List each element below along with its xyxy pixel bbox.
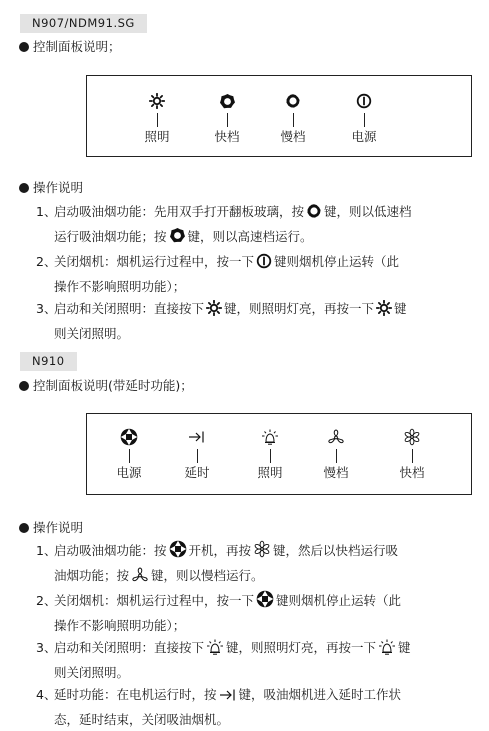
operation-step: [36, 298, 476, 345]
control-label: 慢档: [323, 465, 349, 480]
power-filled-icon: [169, 540, 187, 565]
step-number: 1、: [36, 204, 57, 219]
step-text: 操作不影响照明功能）；: [54, 618, 186, 633]
pointer-line: [197, 449, 198, 463]
step-text: 延时功能：在电机运行时，按: [54, 687, 217, 702]
step-text: 油烟功能；按: [54, 568, 130, 583]
lamp-icon: [378, 639, 396, 662]
step-number: 2、: [36, 593, 57, 608]
step-text-line: [54, 323, 476, 345]
step-text: 键，然后以快档运行吸: [273, 543, 399, 558]
fan6-icon: [382, 428, 442, 446]
operation-step: [36, 684, 476, 731]
step-text-line: [54, 251, 476, 276]
fast-fan-icon: [169, 227, 186, 251]
pointer-line: [227, 113, 228, 127]
step-text: 键，吸油烟机进入延时工作状: [238, 687, 402, 702]
panel-title-2: 控制面板说明(带延时功能)；: [19, 377, 193, 395]
step-number: 4、: [36, 687, 57, 702]
pointer-line: [336, 449, 337, 463]
delay-icon: [219, 687, 237, 709]
control-label: 慢档: [280, 129, 306, 144]
step-text: 开机，再按: [188, 543, 252, 558]
step-text: 运行吸油烟功能；按: [54, 229, 167, 244]
step-text: 键，则照明灯亮，再按一下: [224, 301, 375, 316]
step-text-line: [54, 540, 476, 565]
pointer-line: [412, 449, 413, 463]
step-text: 关闭烟机：烟机运行过程中，按一下: [54, 593, 255, 608]
operation-step: [36, 251, 476, 298]
operation-step: [36, 201, 476, 251]
step-text: 键: [398, 640, 411, 655]
pointer-line: [293, 113, 294, 127]
fast-fan-icon: [197, 92, 257, 110]
panel-title-1: 控制面板说明；: [19, 38, 121, 56]
step-text-line: [54, 226, 476, 251]
control-label: 照明: [144, 129, 170, 144]
step-text-line: [54, 201, 476, 226]
control-label: 电源: [351, 129, 377, 144]
control-light[interactable]: [240, 428, 300, 480]
step-text: 启动和关闭照明：直接按下: [54, 640, 205, 655]
step-text: 键则烟机停止运转（此: [274, 254, 400, 269]
control-light[interactable]: [127, 92, 187, 144]
power-filled-icon: [99, 428, 159, 446]
step-text: 则关闭照明。: [54, 326, 130, 341]
control-fast[interactable]: [382, 428, 442, 480]
ops-list-2: [36, 540, 476, 731]
step-text: 则关闭照明。: [54, 665, 130, 680]
control-label: 延时: [184, 465, 210, 480]
bullet-icon: [19, 523, 29, 533]
step-number: 3、: [36, 301, 57, 316]
operation-step: [36, 637, 476, 684]
control-label: 电源: [116, 465, 142, 480]
pointer-line: [270, 449, 271, 463]
control-slow[interactable]: [263, 92, 323, 144]
sun-icon: [127, 92, 187, 110]
control-delay[interactable]: [167, 428, 227, 480]
model-tag-1: N907/NDM91.SG: [20, 14, 147, 33]
fan3-icon: [306, 428, 366, 446]
step-text: 键，则以低速档: [324, 204, 412, 219]
lamp-icon: [240, 428, 300, 446]
fan3-icon: [131, 567, 149, 590]
step-text-line: [54, 662, 476, 684]
control-slow[interactable]: [306, 428, 366, 480]
step-number: 2、: [36, 254, 57, 269]
step-text: 键，则照明灯亮，再按一下: [226, 640, 377, 655]
step-text-line: [54, 615, 476, 637]
step-text: 关闭烟机：烟机运行过程中，按一下: [54, 254, 255, 269]
step-text-line: [54, 565, 476, 590]
step-text-line: [54, 684, 476, 709]
operation-step: [36, 540, 476, 590]
sun-icon: [206, 300, 222, 323]
pointer-line: [364, 113, 365, 127]
step-number: 3、: [36, 640, 57, 655]
step-text: 启动吸油烟功能：按: [54, 543, 167, 558]
lamp-icon: [206, 639, 224, 662]
step-text: 操作不影响照明功能）；: [54, 279, 186, 294]
step-text: 键: [394, 301, 407, 316]
step-text-line: [54, 590, 476, 615]
step-text-line: [54, 276, 476, 298]
step-text: 键，则以慢档运行。: [151, 568, 264, 583]
step-text: 态，延时结束，关闭吸油烟机。: [54, 712, 230, 727]
step-text-line: [54, 709, 476, 731]
ops-list-1: [36, 201, 476, 345]
fan6-icon: [253, 540, 271, 565]
step-text-line: [54, 637, 476, 662]
control-panel-1: [86, 75, 472, 157]
step-number: 1、: [36, 543, 57, 558]
delay-icon: [167, 428, 227, 446]
control-power[interactable]: [99, 428, 159, 480]
pointer-line: [157, 113, 158, 127]
bullet-icon: [19, 183, 29, 193]
step-text: 键则烟机停止运转（此: [276, 593, 402, 608]
pointer-line: [129, 449, 130, 463]
bullet-icon: [19, 381, 29, 391]
step-text: 启动吸油烟功能：先用双手打开翻板玻璃，按: [54, 204, 305, 219]
control-label: 照明: [257, 465, 283, 480]
slow-fan-icon: [306, 203, 322, 226]
power-icon: [256, 253, 272, 276]
power-icon: [334, 92, 394, 110]
ops-title-1: 操作说明: [19, 179, 83, 197]
slow-fan-icon: [263, 92, 323, 110]
step-text-line: [54, 298, 476, 323]
step-text: 启动和关闭照明：直接按下: [54, 301, 205, 316]
control-panel-2: [86, 413, 472, 495]
ops-title-2: 操作说明: [19, 519, 83, 537]
control-label: 快档: [214, 129, 240, 144]
power-filled-icon: [256, 590, 274, 615]
control-power[interactable]: [334, 92, 394, 144]
control-label: 快档: [399, 465, 425, 480]
sun-icon: [376, 300, 392, 323]
bullet-icon: [19, 42, 29, 52]
control-fast[interactable]: [197, 92, 257, 144]
model-tag-2: N910: [20, 352, 77, 371]
step-text: 键，则以高速档运行。: [187, 229, 313, 244]
operation-step: [36, 590, 476, 637]
